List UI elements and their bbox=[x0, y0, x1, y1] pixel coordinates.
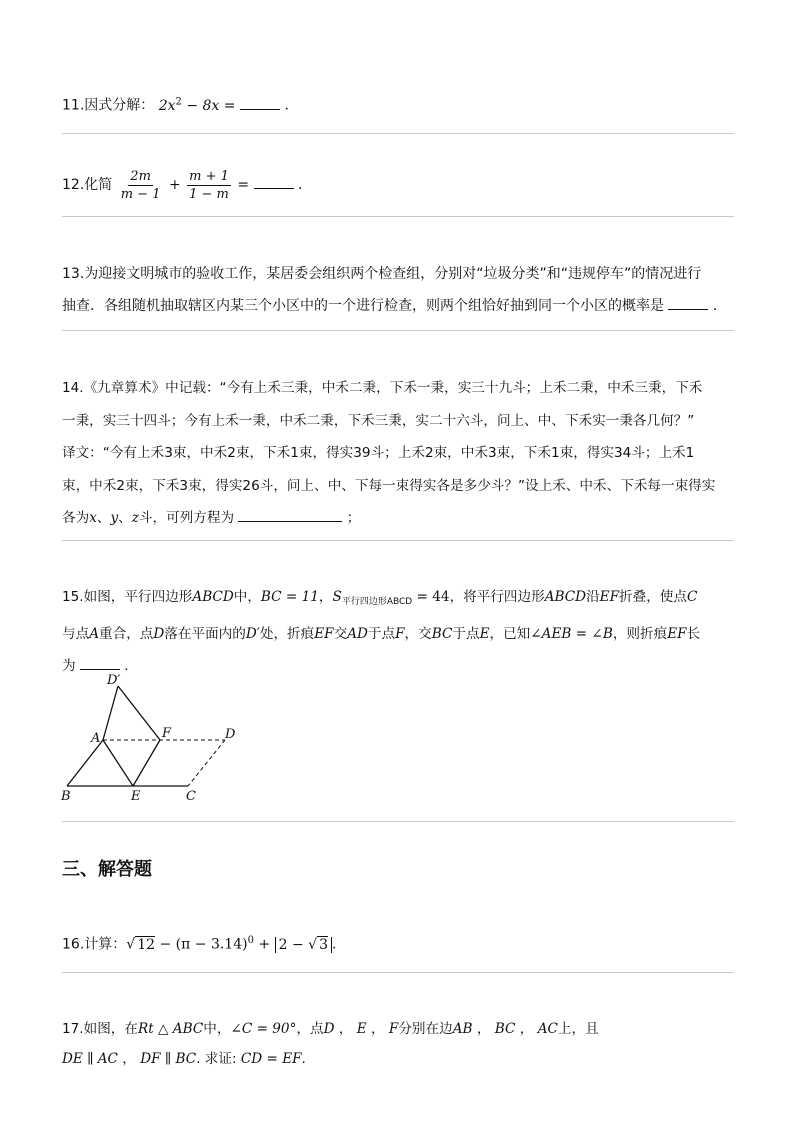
label-C: C bbox=[186, 789, 196, 804]
q15-parallelogram-figure bbox=[55, 668, 255, 808]
segment-D-prime-F bbox=[118, 686, 160, 740]
divider bbox=[62, 133, 734, 134]
q11-expression: $2x^2 - 8x$ = bbox=[158, 96, 240, 114]
label-F: F bbox=[162, 726, 172, 741]
q11-answer-blank bbox=[240, 97, 280, 110]
segment-DC-dashed bbox=[188, 740, 225, 786]
question-17: 17.如图，在Rt △ ABC中，∠C = 90°，点D ， E ， F分别在边AB ， BC ， AC上，且 DE ∥ AC ， DF ∥ BC. 求证: CD = EF. bbox=[62, 1021, 599, 1067]
absolute-value: 2 − √ 3 bbox=[275, 937, 332, 953]
label-B: B bbox=[61, 789, 71, 804]
q13-answer-blank bbox=[668, 297, 708, 310]
q12-answer-blank bbox=[254, 176, 294, 189]
q11-number: 11. bbox=[62, 97, 85, 114]
segment-EF bbox=[133, 740, 160, 786]
divider bbox=[62, 972, 734, 973]
segment-BA bbox=[67, 740, 103, 786]
label-D: D bbox=[225, 727, 236, 742]
label-E: E bbox=[131, 789, 141, 804]
label-A: A bbox=[91, 731, 101, 746]
question-11: 11.因式分解： $2x^2 - 8x$ = ． bbox=[62, 96, 299, 114]
divider bbox=[62, 821, 734, 822]
q12-fraction-1: $\frac{2m}{m - 1}$ bbox=[120, 168, 161, 202]
q12-fraction-2: $\frac{m + 1}{1 - m}$ bbox=[189, 168, 229, 202]
question-14: 14.《九章算术》中记载：“今有上禾三秉，中禾二秉，下禾一秉，实三十九斗；上禾二秉，中禾三秉，下禾 一秉，实三十四斗；今有上禾一秉，中禾二秉，下禾三秉，实二十六斗，问上、中、下禾实一秉各几何？” 译文：“今有上禾3束，中禾2束，下禾1束，得实39斗；上禾2束，中禾3束，下禾1束，得实34斗；上禾1 束，中禾2束，下禾3束，得实26斗，问上、中、下每一束得实各是多少斗？”设上禾、中禾、下禾每一束得实 各为x、y、z斗，可列方程为 ； bbox=[62, 380, 716, 526]
question-13: 13.为迎接文明城市的验收工作，某居委会组织两个检查组，分别对“垃圾分类”和“违规停车”的情况进行 抽查．各组随机抽取辖区内某三个小区中的一个进行检查，则两个组恰好抽到同一个小区的概率是 ． bbox=[62, 266, 727, 314]
label-D-prime: D′ bbox=[107, 673, 121, 688]
q11-label: 因式分解： bbox=[84, 97, 155, 114]
question-15: 15.如图，平行四边形ABCD中，BC = 11，$S_{平行四边形ABCD} = 44$，将平行四边形ABCD沿EF折叠，使点C 与点A重合，点D落在平面内的D′处，折痕EF交AD于点F，交BC于点E，已知∠AEB = ∠B，则折痕EF长 为 ． bbox=[62, 589, 701, 674]
divider bbox=[62, 216, 734, 217]
segment-AD-prime bbox=[103, 686, 118, 740]
question-12: 12.化简 $\frac{2m}{m - 1}$ + $\frac{m + 1}{1 - m}$ = ． bbox=[62, 168, 312, 202]
divider bbox=[62, 330, 734, 331]
divider bbox=[62, 540, 734, 541]
segment-AE bbox=[103, 740, 133, 786]
section-title: 三、解答题 bbox=[62, 859, 152, 880]
question-16: 16.计算：√ $12 - (\pi - 3.14)^0 + 2$ − √ 3 . bbox=[62, 935, 337, 953]
q14-answer-blank bbox=[238, 509, 342, 522]
